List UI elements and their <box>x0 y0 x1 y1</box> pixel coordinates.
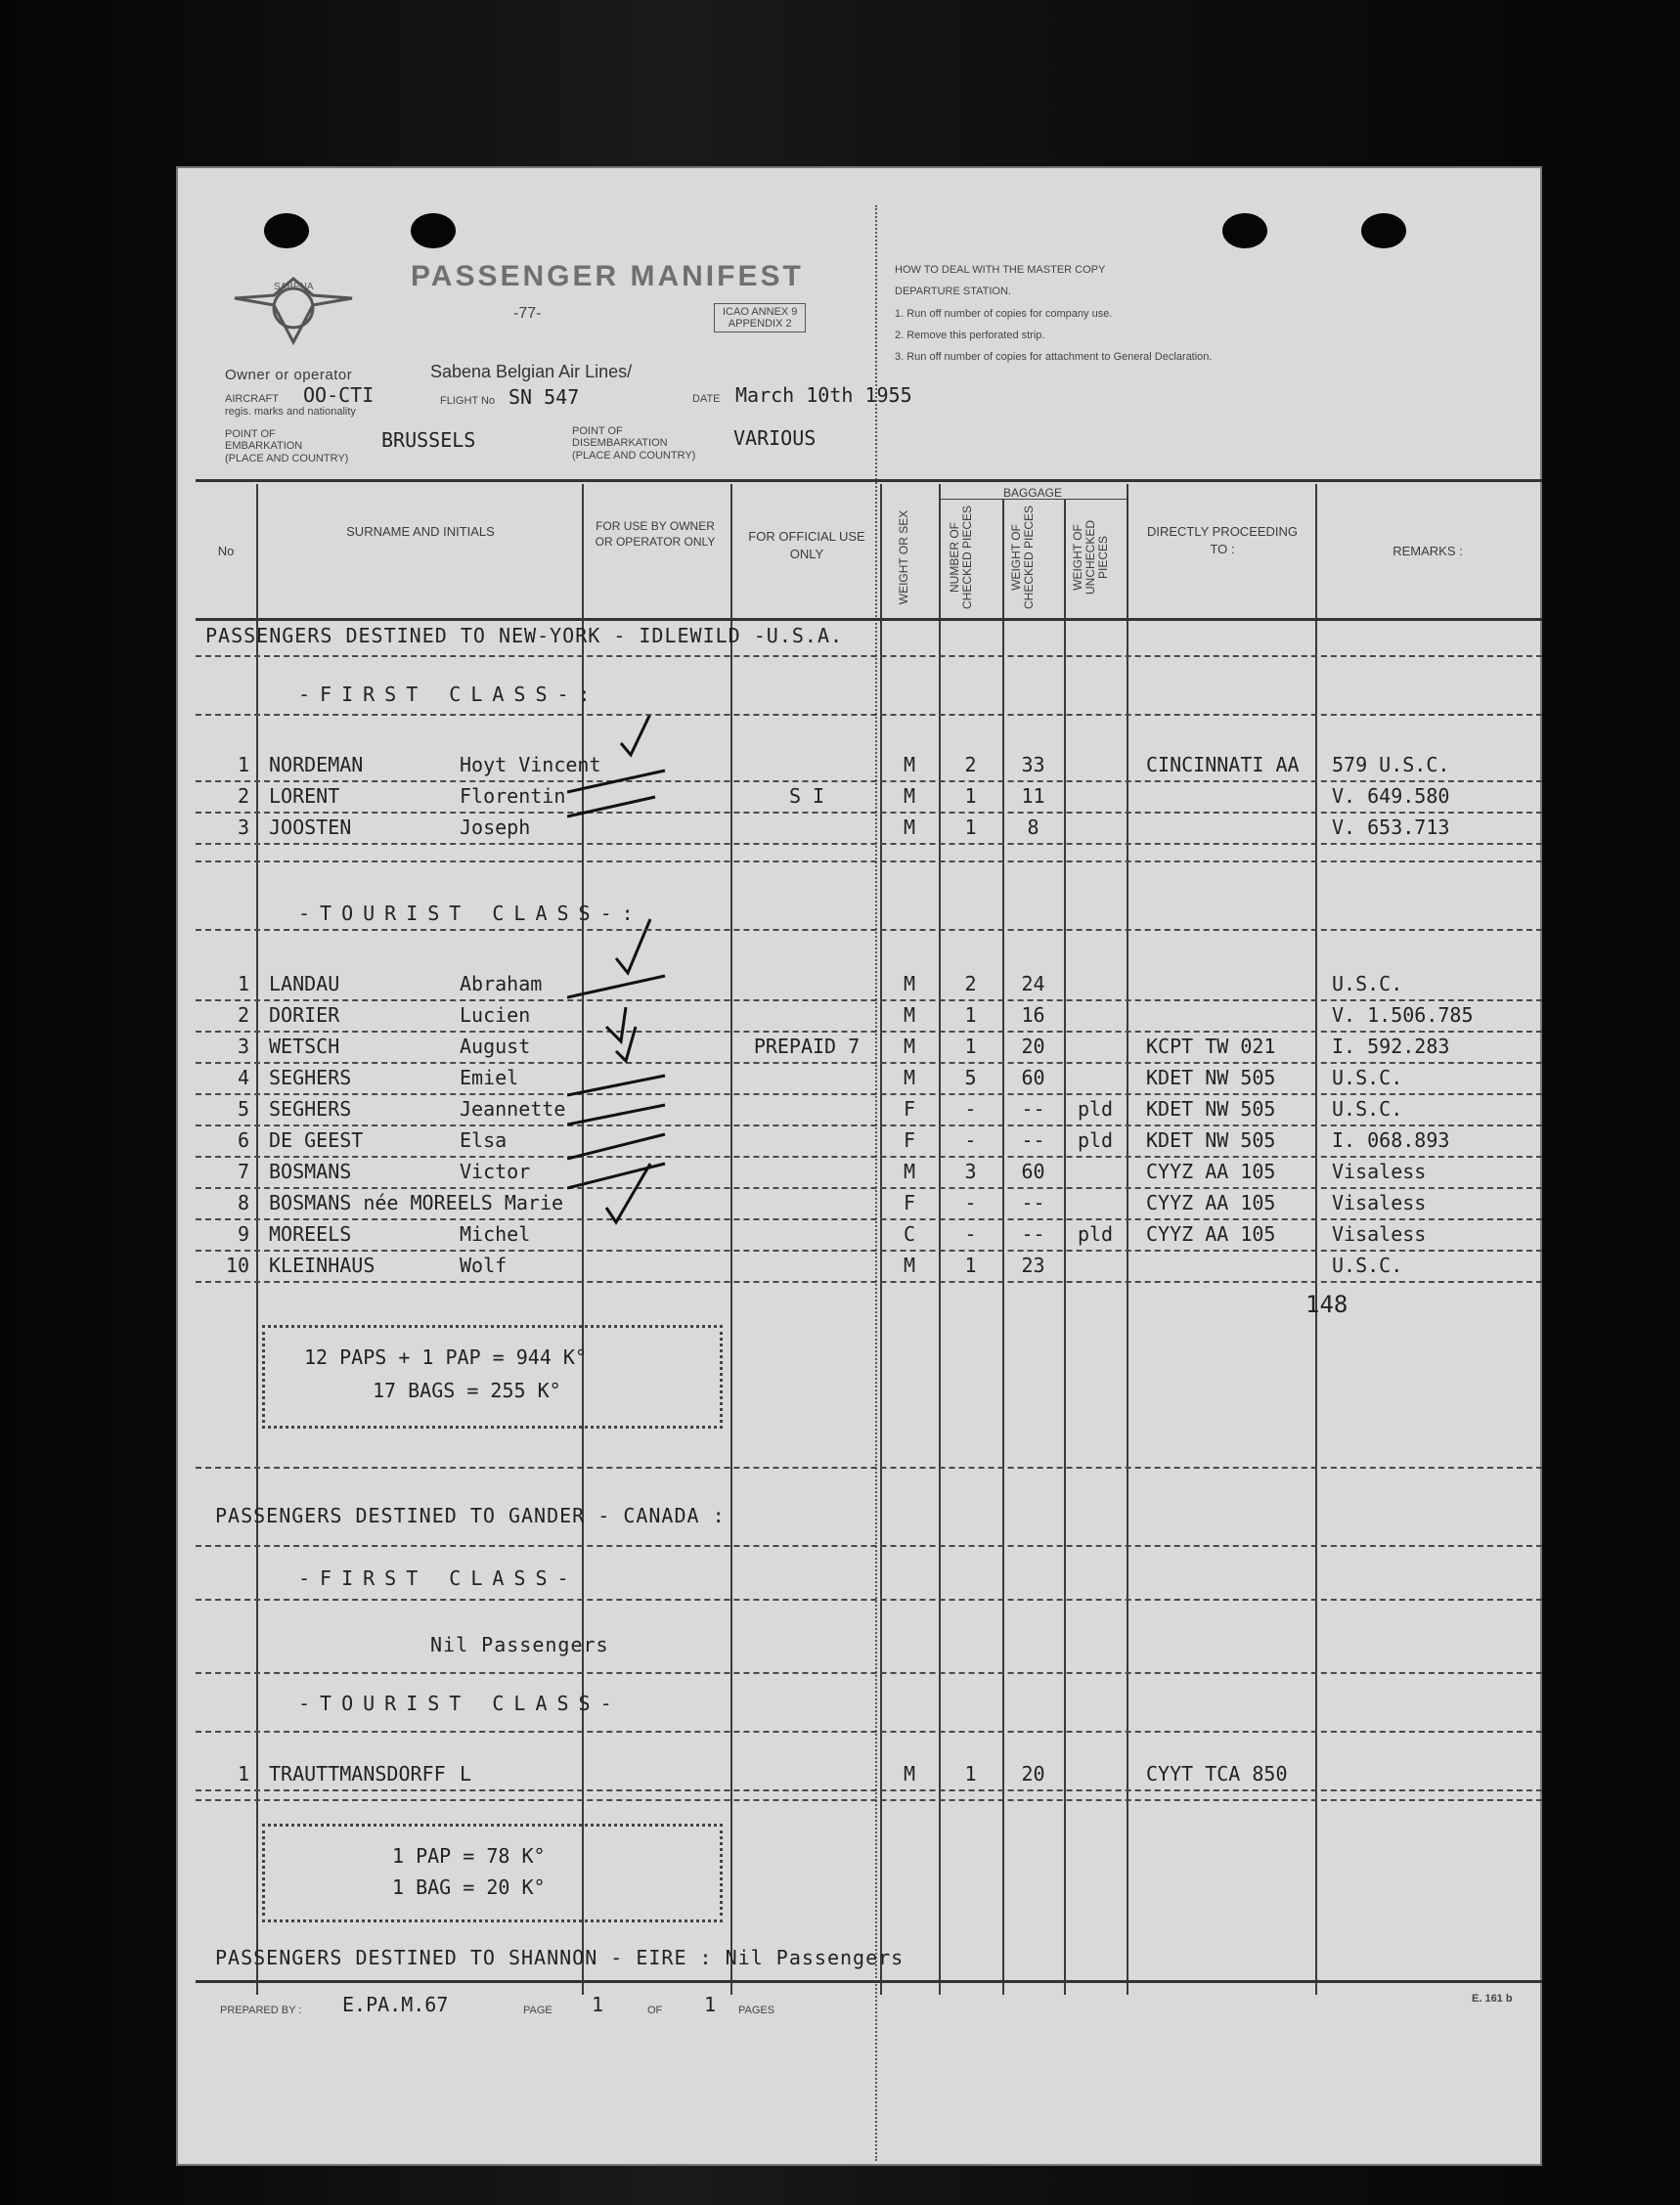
cell-given: L <box>460 1762 472 1786</box>
cell-wt: 60 <box>1021 1066 1045 1089</box>
ruled-line <box>196 929 1542 931</box>
col-remarks: REMARKS : <box>1393 544 1463 558</box>
cell-no: 10 <box>225 1254 249 1277</box>
icao-box <box>714 303 806 332</box>
cell-pcs: 1 <box>964 1762 977 1786</box>
passenger-row <box>176 751 1542 780</box>
check-icon <box>606 1007 626 1041</box>
cell-given: Florentin <box>460 784 566 808</box>
cell-no: 1 <box>237 753 249 776</box>
cell-remarks: U.S.C. <box>1332 1066 1403 1089</box>
cell-sex: M <box>903 1003 916 1027</box>
page-label: PAGE <box>523 2005 553 2016</box>
cell-given: Hoyt Vincent <box>460 753 601 776</box>
ruled-line <box>196 1599 1542 1601</box>
disembark-label: POINT OF DISEMBARKATION <box>572 425 668 449</box>
passenger-row <box>176 782 1542 812</box>
cell-unchk: pld <box>1077 1222 1114 1246</box>
cell-unchk: pld <box>1077 1097 1114 1121</box>
cell-sex: M <box>903 784 916 808</box>
cell-pcs: - <box>964 1097 977 1121</box>
cell-dest: CYYT TCA 850 <box>1146 1762 1288 1786</box>
embark-label: POINT OF EMBARKATION <box>225 428 303 452</box>
of-value: 1 <box>704 1993 717 2016</box>
cell-pcs: 3 <box>964 1160 977 1183</box>
cell-given: Wolf <box>460 1254 508 1277</box>
cell-wt: -- <box>1021 1191 1045 1214</box>
date-label: DATE <box>692 393 721 405</box>
instruction-3: 3. Run off number of copies for attachment to General Declaration. <box>895 351 1213 363</box>
col-weight-sex: WEIGHT OR SEX <box>897 509 910 605</box>
gander-summary-box <box>262 1824 723 1922</box>
cell-wt: 16 <box>1021 1003 1045 1027</box>
passenger-row <box>176 1158 1542 1187</box>
aircraft-label: AIRCRAFT <box>225 393 279 405</box>
cell-given: Elsa <box>460 1128 508 1152</box>
col-official-use: FOR OFFICIAL USE ONLY <box>748 529 865 561</box>
col-surname: SURNAME AND INITIALS <box>346 524 495 539</box>
cell-remarks: V. 649.580 <box>1332 784 1450 808</box>
cell-surname: JOOSTEN <box>269 816 352 839</box>
cell-given: Victor <box>460 1160 531 1183</box>
cell-pcs: - <box>964 1191 977 1214</box>
cell-remarks: 579 U.S.C. <box>1332 753 1450 776</box>
aircraft-sub: regis. marks and nationality <box>225 406 356 418</box>
cell-surname: TRAUTTMANSDORFF <box>269 1762 446 1786</box>
cell-sex: M <box>903 1762 916 1786</box>
cell-remarks: Visaless <box>1332 1160 1427 1183</box>
table-top-rule <box>196 479 1542 482</box>
strike-icon <box>567 1076 665 1095</box>
passenger-row <box>176 1033 1542 1062</box>
cell-remarks: U.S.C. <box>1332 1097 1403 1121</box>
cell-surname: BOSMANS née MOREELS Marie <box>269 1191 564 1214</box>
flight-value: SN 547 <box>508 385 580 409</box>
col-owner-use: FOR USE BY OWNER OR OPERATOR ONLY <box>595 519 716 549</box>
cell-dest: CINCINNATI AA <box>1146 753 1300 776</box>
cell-no: 3 <box>237 816 249 839</box>
check-icon <box>621 714 650 755</box>
cell-sex: C <box>903 1222 916 1246</box>
punch-hole <box>411 213 456 248</box>
cell-remarks: Visaless <box>1332 1222 1427 1246</box>
cell-no: 9 <box>237 1222 249 1246</box>
cell-wt: -- <box>1021 1222 1045 1246</box>
tourist-class-heading: -TOURIST CLASS-: <box>298 902 643 925</box>
cell-surname: LANDAU <box>269 972 340 995</box>
cell-wt: 24 <box>1021 972 1045 995</box>
passenger-row <box>176 970 1542 999</box>
cell-surname: SEGHERS <box>269 1066 352 1089</box>
cell-pcs: 1 <box>964 784 977 808</box>
col-wt-checked: WEIGHT OF CHECKED PIECES <box>1009 505 1036 610</box>
cell-pcs: 1 <box>964 816 977 839</box>
cell-sex: F <box>903 1128 916 1152</box>
aircraft-value: OO-CTI <box>303 383 375 407</box>
cell-no: 2 <box>237 1003 249 1027</box>
instruction-1: 1. Run off number of copies for company use. <box>895 308 1113 320</box>
cell-surname: SEGHERS <box>269 1097 352 1121</box>
strike-icon <box>567 1164 665 1188</box>
table-bottom-rule <box>196 1980 1542 1983</box>
ruled-line <box>196 1799 1542 1801</box>
cell-pcs: 5 <box>964 1066 977 1089</box>
cell-dest: CYYZ AA 105 <box>1146 1222 1276 1246</box>
strike-icon <box>567 1134 665 1159</box>
cell-wt: -- <box>1021 1128 1045 1152</box>
prepared-label: PREPARED BY : <box>220 2005 302 2016</box>
cell-wt: 20 <box>1021 1762 1045 1786</box>
cell-dest: CYYZ AA 105 <box>1146 1191 1276 1214</box>
passenger-row <box>176 1220 1542 1250</box>
cell-pcs: 2 <box>964 972 977 995</box>
header-bottom-rule <box>196 618 1542 621</box>
cell-wt: 11 <box>1021 784 1045 808</box>
cell-given: Emiel <box>460 1066 519 1089</box>
manifest-title: PASSENGER MANIFEST <box>411 260 804 292</box>
cell-pcs: 2 <box>964 753 977 776</box>
col-wt-unchecked: WEIGHT OF UNCHECKED PIECES <box>1071 520 1110 595</box>
ruled-line <box>196 1672 1542 1674</box>
ruled-line <box>196 655 1542 657</box>
handwritten-checks <box>567 714 724 1457</box>
form-number: -77- <box>513 305 542 322</box>
embark-value: BRUSSELS <box>381 428 476 452</box>
cell-surname: DE GEEST <box>269 1128 364 1152</box>
total-note: 148 <box>1305 1291 1348 1318</box>
cell-no: 2 <box>237 784 249 808</box>
cell-no: 1 <box>237 972 249 995</box>
cell-sex: F <box>903 1097 916 1121</box>
ruled-line <box>196 860 1542 862</box>
passenger-row <box>176 1760 1542 1789</box>
cell-no: 4 <box>237 1066 249 1089</box>
flight-label: FLIGHT No <box>440 395 496 407</box>
gander-tourist-class-heading: -TOURIST CLASS- <box>298 1692 622 1715</box>
cell-sex: F <box>903 1191 916 1214</box>
instructions-sub: DEPARTURE STATION. <box>895 286 1011 297</box>
cell-surname: NORDEMAN <box>269 753 364 776</box>
cell-sex: M <box>903 1035 916 1058</box>
passenger-row <box>176 1189 1542 1218</box>
cell-no: 6 <box>237 1128 249 1152</box>
cell-dest: CYYZ AA 105 <box>1146 1160 1276 1183</box>
punch-hole <box>264 213 309 248</box>
cell-surname: WETSCH <box>269 1035 340 1058</box>
col-proceeding: DIRECTLY PROCEEDING TO : <box>1146 524 1299 556</box>
cell-sex: M <box>903 1254 916 1277</box>
disembark-value: VARIOUS <box>733 426 817 450</box>
strike-icon <box>567 976 665 997</box>
row-rule <box>196 1789 1542 1791</box>
icao-appendix: APPENDIX 2 <box>728 318 792 330</box>
cell-sex: M <box>903 753 916 776</box>
cell-remarks: V. 653.713 <box>1332 816 1450 839</box>
sabena-logo <box>230 264 357 352</box>
col-baggage: BAGGAGE <box>1002 486 1063 500</box>
cell-no: 5 <box>237 1097 249 1121</box>
check-icon <box>616 919 650 973</box>
owner-label: Owner or operator <box>225 367 353 383</box>
cell-surname: BOSMANS <box>269 1160 352 1183</box>
disembark-sub: (PLACE AND COUNTRY) <box>572 450 696 462</box>
cell-pcs: 1 <box>964 1254 977 1277</box>
cell-dest: KDET NW 505 <box>1146 1066 1276 1089</box>
passenger-row <box>176 1252 1542 1281</box>
owner-value: Sabena Belgian Air Lines/ <box>430 362 633 381</box>
cell-pcs: 1 <box>964 1003 977 1027</box>
form-code: E. 161 b <box>1472 1993 1513 2005</box>
cell-given: August <box>460 1035 531 1058</box>
cell-wt: 23 <box>1021 1254 1045 1277</box>
icao-annex: ICAO ANNEX 9 <box>723 306 798 318</box>
cell-official: PREPAID 7 <box>753 1035 861 1058</box>
cell-dest: KDET NW 505 <box>1146 1097 1276 1121</box>
prepared-value: E.PA.M.67 <box>342 1993 449 2016</box>
cell-pcs: 1 <box>964 1035 977 1058</box>
cell-surname: LORENT <box>269 784 340 808</box>
embark-sub: (PLACE AND COUNTRY) <box>225 453 349 464</box>
cell-dest: KDET NW 505 <box>1146 1128 1276 1152</box>
cell-wt: 33 <box>1021 753 1045 776</box>
cell-no: 8 <box>237 1191 249 1214</box>
strike-icon <box>567 797 655 816</box>
punch-hole <box>1361 213 1406 248</box>
row-rule <box>196 843 1542 845</box>
date-value: March 10th 1955 <box>735 383 912 407</box>
cell-sex: M <box>903 1160 916 1183</box>
cell-surname: DORIER <box>269 1003 340 1027</box>
check-icon <box>616 1027 636 1061</box>
passenger-row <box>176 814 1542 843</box>
section-gander: PASSENGERS DESTINED TO GANDER - CANADA : <box>215 1504 726 1527</box>
page-value: 1 <box>592 1993 604 2016</box>
cell-wt: 60 <box>1021 1160 1045 1183</box>
cell-sex: M <box>903 816 916 839</box>
manifest-sheet <box>176 166 1542 2166</box>
ruled-line <box>196 1731 1542 1733</box>
cell-given: Abraham <box>460 972 543 995</box>
cell-pcs: - <box>964 1222 977 1246</box>
cell-given: Joseph <box>460 816 531 839</box>
cell-remarks: U.S.C. <box>1332 972 1403 995</box>
cell-surname: KLEINHAUS <box>269 1254 376 1277</box>
gander-nil-passengers: Nil Passengers <box>430 1633 609 1656</box>
cell-no: 7 <box>237 1160 249 1183</box>
cell-unchk: pld <box>1077 1128 1114 1152</box>
newyork-summary-line2: 17 BAGS = 255 K° <box>373 1379 561 1402</box>
cell-remarks: I. 592.283 <box>1332 1035 1450 1058</box>
cell-remarks: V. 1.506.785 <box>1332 1003 1474 1027</box>
section-newyork: PASSENGERS DESTINED TO NEW-YORK - IDLEWILD -U.S.A. <box>205 624 844 647</box>
cell-remarks: I. 068.893 <box>1332 1128 1450 1152</box>
cell-no: 3 <box>237 1035 249 1058</box>
first-class-heading: -FIRST CLASS-: <box>298 683 600 706</box>
cell-remarks: U.S.C. <box>1332 1254 1403 1277</box>
instructions-title: HOW TO DEAL WITH THE MASTER COPY <box>895 264 1106 276</box>
passenger-row <box>176 1064 1542 1093</box>
newyork-summary-line1: 12 PAPS + 1 PAP = 944 K° <box>304 1345 587 1369</box>
pages-label: PAGES <box>738 2005 775 2016</box>
cell-dest: KCPT TW 021 <box>1146 1035 1276 1058</box>
ruled-line <box>196 1545 1542 1547</box>
ruled-line <box>196 714 1542 716</box>
instruction-2: 2. Remove this perforated strip. <box>895 330 1045 341</box>
section-shannon: PASSENGERS DESTINED TO SHANNON - EIRE : Nil Passengers <box>215 1946 905 1969</box>
cell-wt: 8 <box>1027 816 1039 839</box>
punch-hole <box>1222 213 1267 248</box>
col-num-checked: NUMBER OF CHECKED PIECES <box>948 505 974 610</box>
passenger-row <box>176 1001 1542 1031</box>
of-label: OF <box>647 2005 663 2016</box>
cell-remarks: Visaless <box>1332 1191 1427 1214</box>
cell-pcs: - <box>964 1128 977 1152</box>
cell-wt: 20 <box>1021 1035 1045 1058</box>
cell-given: Jeannette <box>460 1097 566 1121</box>
cell-no: 1 <box>237 1762 249 1786</box>
cell-given: Michel <box>460 1222 531 1246</box>
svg-text:SABENA: SABENA <box>274 282 314 292</box>
passenger-row <box>176 1095 1542 1125</box>
ruled-line <box>196 1467 1542 1469</box>
gander-summary-line2: 1 BAG = 20 K° <box>392 1875 546 1899</box>
strike-icon <box>567 1105 665 1125</box>
row-rule <box>196 1281 1542 1283</box>
cell-official: S I <box>788 784 825 808</box>
cell-sex: M <box>903 1066 916 1089</box>
col-no: No <box>217 544 235 558</box>
cell-given: Lucien <box>460 1003 531 1027</box>
gander-first-class-heading: -FIRST CLASS- <box>298 1566 579 1590</box>
cell-sex: M <box>903 972 916 995</box>
strike-icon <box>567 771 665 792</box>
gander-summary-line1: 1 PAP = 78 K° <box>392 1844 546 1868</box>
passenger-row <box>176 1126 1542 1156</box>
cell-wt: -- <box>1021 1097 1045 1121</box>
cell-surname: MOREELS <box>269 1222 352 1246</box>
